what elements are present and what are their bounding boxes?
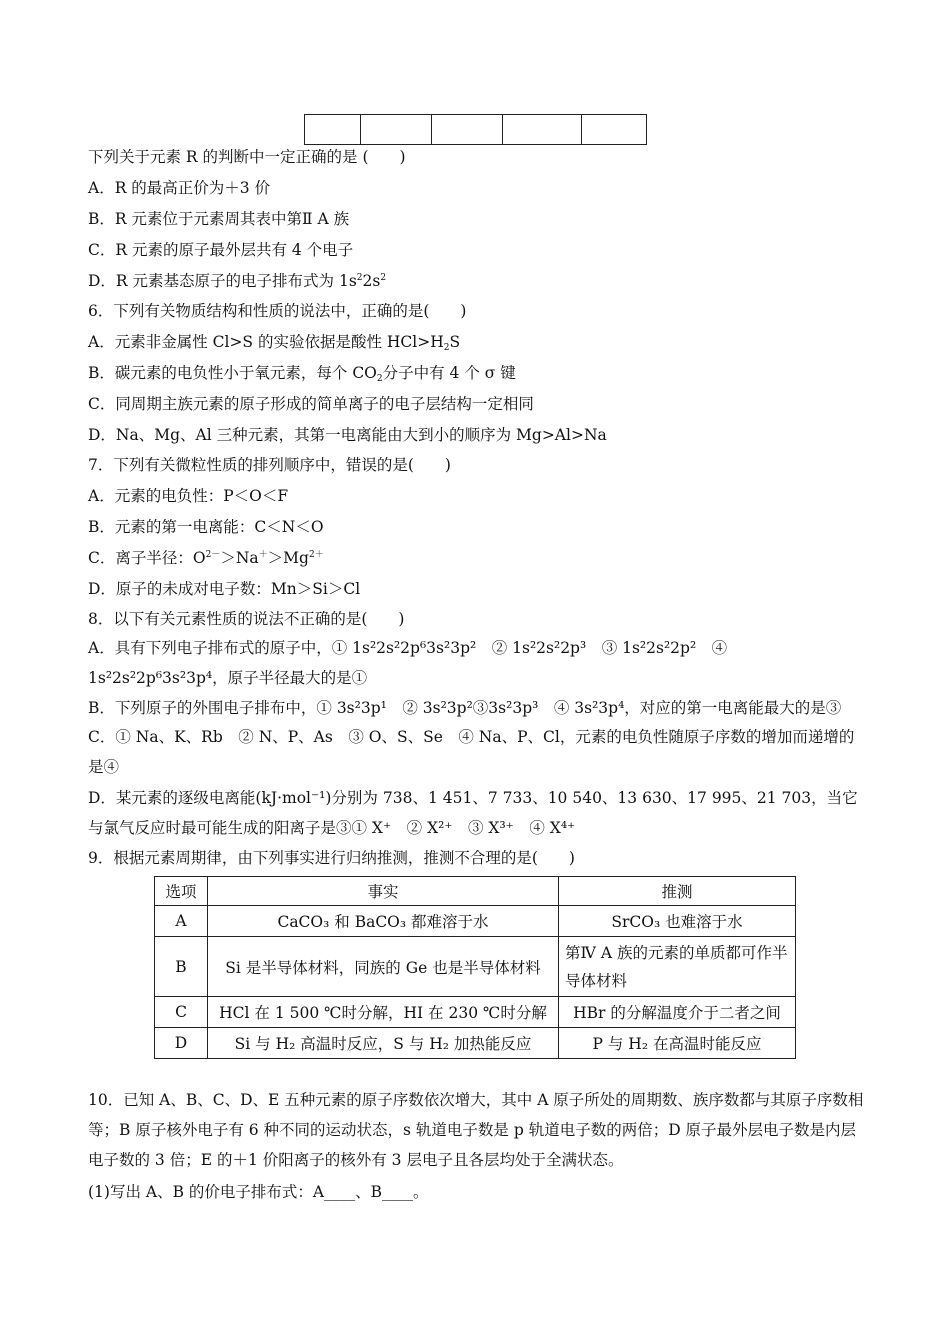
q8-option-d: D．某元素的逐级电离能(kJ·mol⁻¹)分别为 738、1 451、7 733、10 540、13 630、17 995、21 703，当它与氯气反应时最可能生成的阳离子是③① X⁺ ② X²⁺ ③ X³⁺ ④ X⁴⁺ (88, 789, 858, 837)
table-row (155, 997, 796, 1028)
table-header: 推测 (559, 877, 796, 906)
q9-stem: 9．根据元素周期律，由下列事实进行归纳推测，推测不合理的是( ) (88, 849, 575, 867)
table-cell (361, 115, 432, 145)
top-answer-table (304, 114, 647, 145)
table-cell-inference: HBr 的分解温度介于二者之间 (559, 997, 796, 1028)
q7-stem: 7．下列有关微粒性质的排列顺序中，错误的是( ) (88, 456, 451, 474)
table-cell-fact: Si 与 H₂ 高温时反应，S 与 H₂ 加热能反应 (208, 1028, 559, 1059)
q5-option-c: C．R 元素的原子最外层共有 4 个电子 (88, 241, 354, 259)
table-cell-inference: SrCO₃ 也难溶于水 (559, 906, 796, 937)
q5-d-prefix: D．R 元素基态原子的电子排布式为 1s (88, 272, 357, 290)
q6-a-prefix: A．元素非金属性 Cl>S 的实验依据是酸性 HCl>H (88, 333, 444, 351)
q8-option-a: A．具有下列电子排布式的原子中，① 1s²2s²2p⁶3s²3p² ② 1s²2s²2p³ ③ 1s²2s²2p² ④ 1s²2s²2p⁶3s²3p⁴，原子半径最大的是① (88, 639, 728, 687)
q7-c-sup3: 2＋ (308, 550, 324, 560)
q9-table (154, 876, 796, 1059)
table-cell-inference: 第Ⅳ A 族的元素的单质都可作半导体材料 (559, 937, 796, 997)
table-cell (432, 115, 503, 145)
q6-option-d: D．Na、Mg、Al 三种元素，其第一电离能由大到小的顺序为 Mg>Al>Na (88, 426, 607, 444)
q7-c-mid2: ＞Mg (267, 549, 309, 567)
table-cell-inference: P 与 H₂ 在高温时能反应 (559, 1028, 796, 1059)
table-cell-option: A (155, 906, 208, 937)
q7-c-sup1: 2－ (205, 550, 221, 560)
table-cell-option: D (155, 1028, 208, 1059)
table-cell-option: C (155, 997, 208, 1028)
table-row (155, 906, 796, 937)
q7-c-sup2: ＋ (258, 550, 268, 560)
table-header-row (155, 877, 796, 906)
q6-option-c: C．同周期主族元素的原子形成的简单离子的电子层结构一定相同 (88, 395, 534, 413)
q6-a-suffix: S (449, 333, 461, 351)
table-cell-option: B (155, 937, 208, 997)
q6-stem: 6．下列有关物质结构和性质的说法中，正确的是( ) (88, 302, 467, 320)
q6-b-suffix: 分子中有 4 个 σ 键 (382, 364, 516, 382)
q6-option-a: A．元素非金属性 Cl>S 的实验依据是酸性 $HCl>H_2S$ (88, 333, 461, 353)
q7-c-mid: ＞Na (220, 549, 259, 567)
q8-option-b: B．下列原子的外围电子排布中，① 3s²3p¹ ② 3s²3p²③3s²3p³ ④ 3s²3p⁴，对应的第一电离能最大的是③ (88, 699, 842, 717)
q5-stem: 下列关于元素 R 的判断中一定正确的是 ( ) (88, 148, 406, 166)
q7-c-prefix: C．离子半径：O (88, 549, 206, 567)
q5-option-b: B．R 元素位于元素周其表中第Ⅱ A 族 (88, 210, 350, 228)
q5-option-a: A．R 的最高正价为＋3 价 (88, 179, 271, 197)
q7-option-a: A．元素的电负性：P＜O＜F (88, 487, 289, 505)
q5-d-mid: 2s (362, 272, 381, 290)
table-header: 选项 (155, 877, 208, 906)
table-cell (582, 115, 647, 145)
table-cell-fact: CaCO₃ 和 BaCO₃ 都难溶于水 (208, 906, 559, 937)
q5-option-d: D．R 元素基态原子的电子排布式为 $1s^22s^2$ (88, 272, 387, 290)
q7-option-b: B．元素的第一电离能：C＜N＜O (88, 518, 324, 536)
table-cell-fact: Si 是半导体材料，同族的 Ge 也是半导体材料 (208, 937, 559, 997)
table-row (155, 1028, 796, 1059)
table-header: 事实 (208, 877, 559, 906)
q10-sub1: (1)写出 A、B 的价电子排布式：A____、B____。 (88, 1183, 429, 1201)
q7-option-d: D．原子的未成对电子数：Mn＞Si＞Cl (88, 580, 361, 598)
table-row (305, 115, 647, 145)
q6-b-prefix: B．碳元素的电负性小于氧元素，每个 CO (88, 364, 377, 382)
table-cell (503, 115, 582, 145)
q7-option-c (88, 547, 864, 569)
table-cell (305, 115, 361, 145)
q8-stem: 8．以下有关元素性质的说法不正确的是( ) (88, 610, 405, 628)
q10-stem: 10．已知 A、B、C、D、E 五种元素的原子序数依次增大，其中 A 原子所处的周期数、族序数都与其原子序数相等；B 原子核外电子有 6 种不同的运动状态，s 轨道电子数是 p 轨道电子数的两倍；D 原子最外层电子数是内层电子数的 3 倍；E 的＋1 价阳离子的核外有 3 层电子且各层均处于全满状态。 (88, 1091, 864, 1169)
q8-option-c: C．① Na、K、Rb ② N、P、As ③ O、S、Se ④ Na、P、Cl，元素的电负性随原子序数的增加而递增的是④ (88, 728, 855, 776)
table-cell-fact: HCl 在 1 500 ℃时分解，HI 在 230 ℃时分解 (208, 997, 559, 1028)
table-row (155, 937, 796, 997)
q6-option-b: B．碳元素的电负性小于氧元素，每个 $CO_2$分子中有 4 个 σ 键 (88, 364, 516, 384)
